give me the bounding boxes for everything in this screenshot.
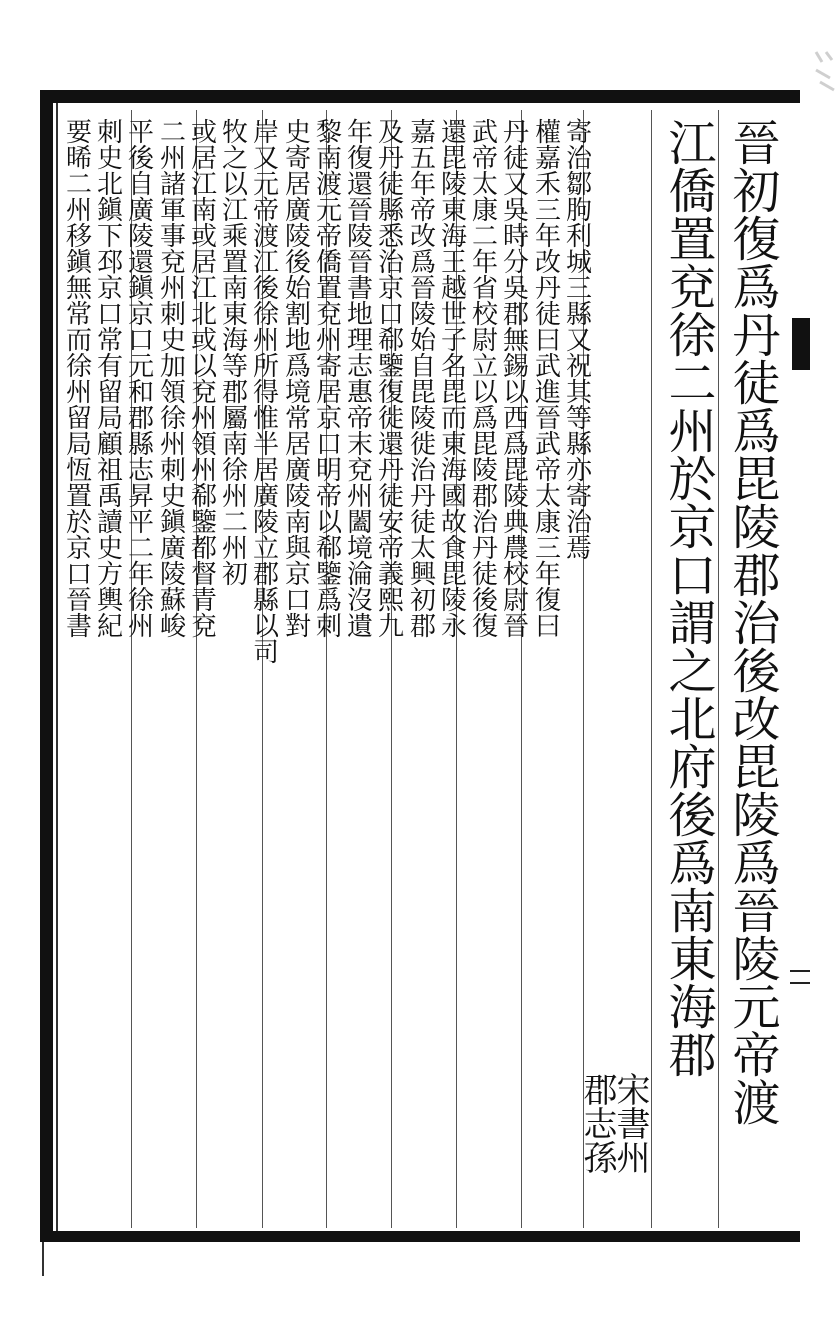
note-text: 郡志孫 [577, 1072, 617, 1174]
frame-border-left [40, 90, 53, 1242]
main-text-column [722, 118, 782, 1228]
page-edge-marks [812, 48, 840, 93]
column-text: 權嘉禾三年改丹徒曰武進晉武帝太康三年復曰 [530, 118, 561, 638]
column-text: 年復還晉陵晉書地理志惠帝末兗州闔境淪沒遺 [342, 118, 373, 638]
column-rule [651, 110, 652, 1228]
commentary-column [405, 118, 436, 1228]
commentary-column [311, 118, 342, 1228]
commentary-column [217, 118, 248, 1228]
column-text: 史寄居廣陵後始割地爲境常居廣陵南與京口對 [280, 118, 311, 638]
commentary-column [467, 118, 498, 1228]
fold-black-block [792, 318, 810, 370]
column-text: 嘉五年帝改爲晉陵始自毘陵徙治丹徒太興初郡 [405, 118, 436, 638]
column-text: 江僑置兗徐二州於京口謂之北府後爲南東海郡 [660, 118, 716, 1078]
main-text-column [658, 118, 718, 1228]
commentary-column [61, 118, 92, 1228]
commentary-column [248, 118, 279, 1228]
column-text: 還毘陵東海王越世子名毘而東海國故食毘陵永 [436, 118, 467, 638]
column-text: 牧之以江乘置南東海等郡屬南徐州二州初 [217, 118, 248, 586]
column-text: 岸又元帝渡江後徐州所得惟半居廣陵立郡縣以司 [248, 118, 279, 664]
column-text: 晉初復爲丹徒爲毘陵郡治後改毘陵爲晉陵元帝渡 [724, 118, 780, 1126]
column-text: 二州諸軍事兗州刺史加領徐州刺史鎭廣陵蘇峻 [155, 118, 186, 638]
commentary-column [373, 118, 404, 1228]
commentary-column [92, 118, 123, 1228]
commentary-column [342, 118, 373, 1228]
commentary-column [123, 118, 154, 1228]
commentary-column [498, 118, 529, 1228]
commentary-column [280, 118, 311, 1228]
column-text: 寄治鄒朐利城三縣又祝其等縣亦寄治焉 [561, 118, 592, 560]
note-jun-zhi [577, 1072, 617, 1174]
column-text: 或居江南或居江北或以兗州領州郗鑒都督青兗 [186, 118, 217, 638]
column-text: 武帝太康二年省校尉立以爲毘陵郡治丹徒後復 [467, 118, 498, 638]
note-text: 宋書州 [610, 1072, 650, 1174]
note-song-shu [610, 1072, 650, 1174]
column-text: 黎南渡元帝僑置兗州寄居京口明帝以郗鑒爲刺 [311, 118, 342, 638]
column-rule [718, 110, 719, 1228]
column-text: 要晞二州移鎭無常而徐州留局恆置於京口晉書 [61, 118, 92, 638]
frame-border-top [40, 90, 800, 103]
frame-border-bottom [40, 1231, 800, 1242]
fold-page-number-mark [790, 970, 810, 984]
column-text: 及丹徒縣悉治京口郗鑒復徙還丹徒安帝義熙九 [373, 118, 404, 638]
commentary-column [561, 118, 592, 1228]
frame-inner-rule [56, 103, 58, 1231]
column-text: 刺史北鎭下邳京口常有留局顧祖禹讀史方輿紀 [92, 118, 123, 638]
column-text: 平後自廣陵還鎭京口元和郡縣志昇平二年徐州 [123, 118, 154, 638]
commentary-column [155, 118, 186, 1228]
column-text: 丹徒又吳時分吳郡無錫以西爲毘陵典農校尉晉 [498, 118, 529, 638]
commentary-column [186, 118, 217, 1228]
frame-corner-tail [42, 1242, 44, 1276]
commentary-column [530, 118, 561, 1228]
commentary-column [436, 118, 467, 1228]
